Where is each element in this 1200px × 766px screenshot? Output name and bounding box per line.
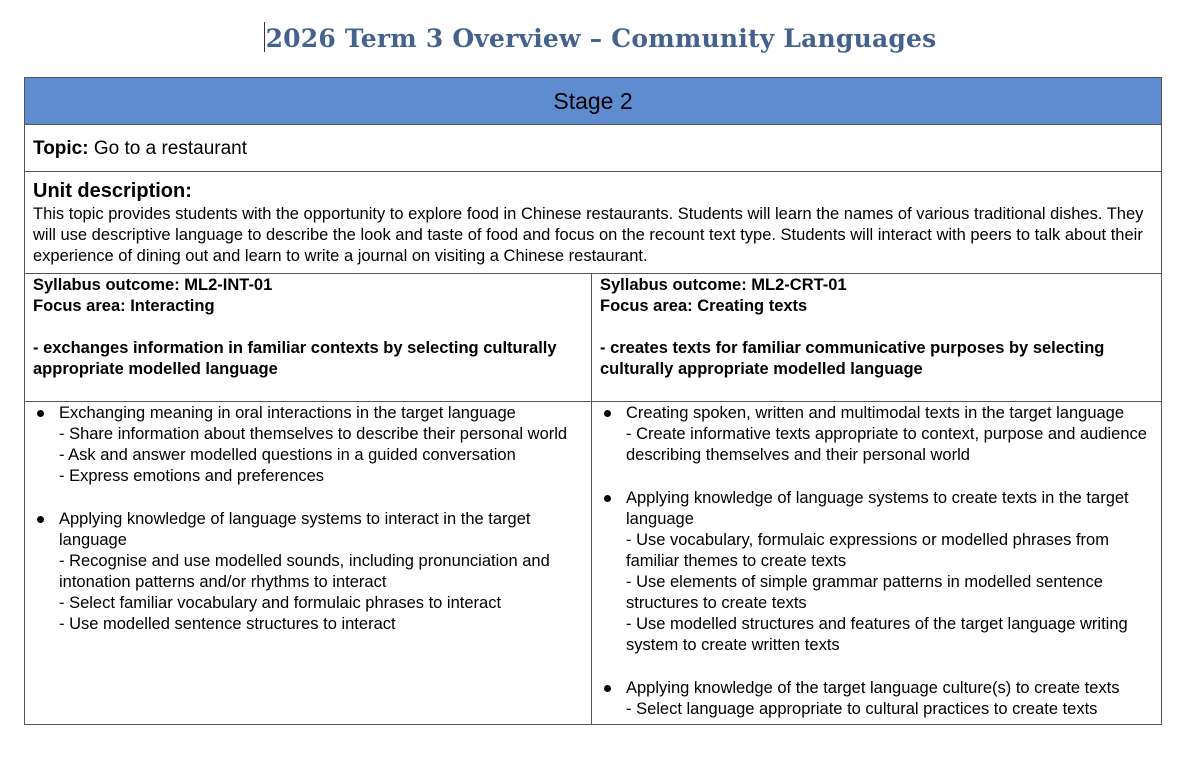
document-title-text: 2026 Term 3 Overview – Community Languages [265,24,937,53]
bullet-item: - Use elements of simple grammar patterns in modelled sentence structures to create texts [626,573,1103,612]
content-cell-creating [592,402,1162,725]
bullet-heading: Exchanging meaning in oral interactions in the target language [59,404,516,422]
syllabus-outcome: Syllabus outcome: ML2-INT-01 [33,276,273,294]
outcome-cell-creating [592,274,1162,402]
bullet-item: - Express emotions and preferences [59,467,325,485]
unit-description-cell [25,172,1162,274]
bullet-item: - Use vocabulary, formulaic expressions or modelled phrases from familiar themes to create texts [626,531,1109,570]
bullet-point [600,403,1153,466]
bullet-heading: Applying knowledge of the target language culture(s) to create texts [626,679,1120,697]
topic-label: Topic: [33,137,89,159]
bullet-item: - Ask and answer modelled questions in a guided conversation [59,446,516,464]
bullet-heading: Applying knowledge of language systems to interact in the target language [59,510,531,549]
bullet-item: - Select familiar vocabulary and formulaic phrases to interact [59,594,502,612]
bullet-item: - Share information about themselves to describe their personal world [59,425,568,443]
bullet-point [33,509,583,635]
bullet-point [33,403,583,487]
focus-area: Focus area: Interacting [33,297,215,315]
outcome-statement: - creates texts for familiar communicative purposes by selecting culturally appropriate modelled language [600,339,1105,378]
bullet-point [600,488,1153,656]
focus-area: Focus area: Creating texts [600,297,808,315]
bullet-item: - Use modelled structures and features of the target language writing system to create written texts [626,615,1128,654]
unit-description-heading: Unit description: [33,180,192,202]
syllabus-outcome: Syllabus outcome: ML2-CRT-01 [600,276,847,294]
outcome-cell-interacting [25,274,592,402]
document-title [0,22,1200,53]
bullet-heading: Creating spoken, written and multimodal texts in the target language [626,404,1125,422]
bullet-heading: Applying knowledge of language systems to create texts in the target language [626,489,1129,528]
bullet-item: - Select language appropriate to cultural practices to create texts [626,700,1098,718]
bullet-item: - Create informative texts appropriate to context, purpose and audience describing themselves and their personal world [626,425,1147,464]
topic-value: Go to a restaurant [93,137,248,159]
outcome-statement: - exchanges information in familiar contexts by selecting culturally appropriate modelled language [33,339,557,378]
overview-table [24,77,1162,725]
bullet-item: - Recognise and use modelled sounds, including pronunciation and intonation patterns and/or rhythms to interact [59,552,550,591]
content-cell-interacting [25,402,592,725]
bullet-item: - Use modelled sentence structures to interact [59,615,396,633]
unit-description-text: This topic provides students with the opportunity to explore food in Chinese restaurants. Students will learn the names of various traditional dishes. They will use descriptive language to describe the look and taste of food and focus on the recount text type. Students will interact with peers to talk about their experience of dining out and learn to write a journal on visiting a Chinese restaurant. [33,205,1144,265]
text-cursor [264,22,265,52]
stage-header: Stage 2 [25,78,1162,125]
bullet-point [600,678,1153,720]
topic-row [25,125,1162,172]
